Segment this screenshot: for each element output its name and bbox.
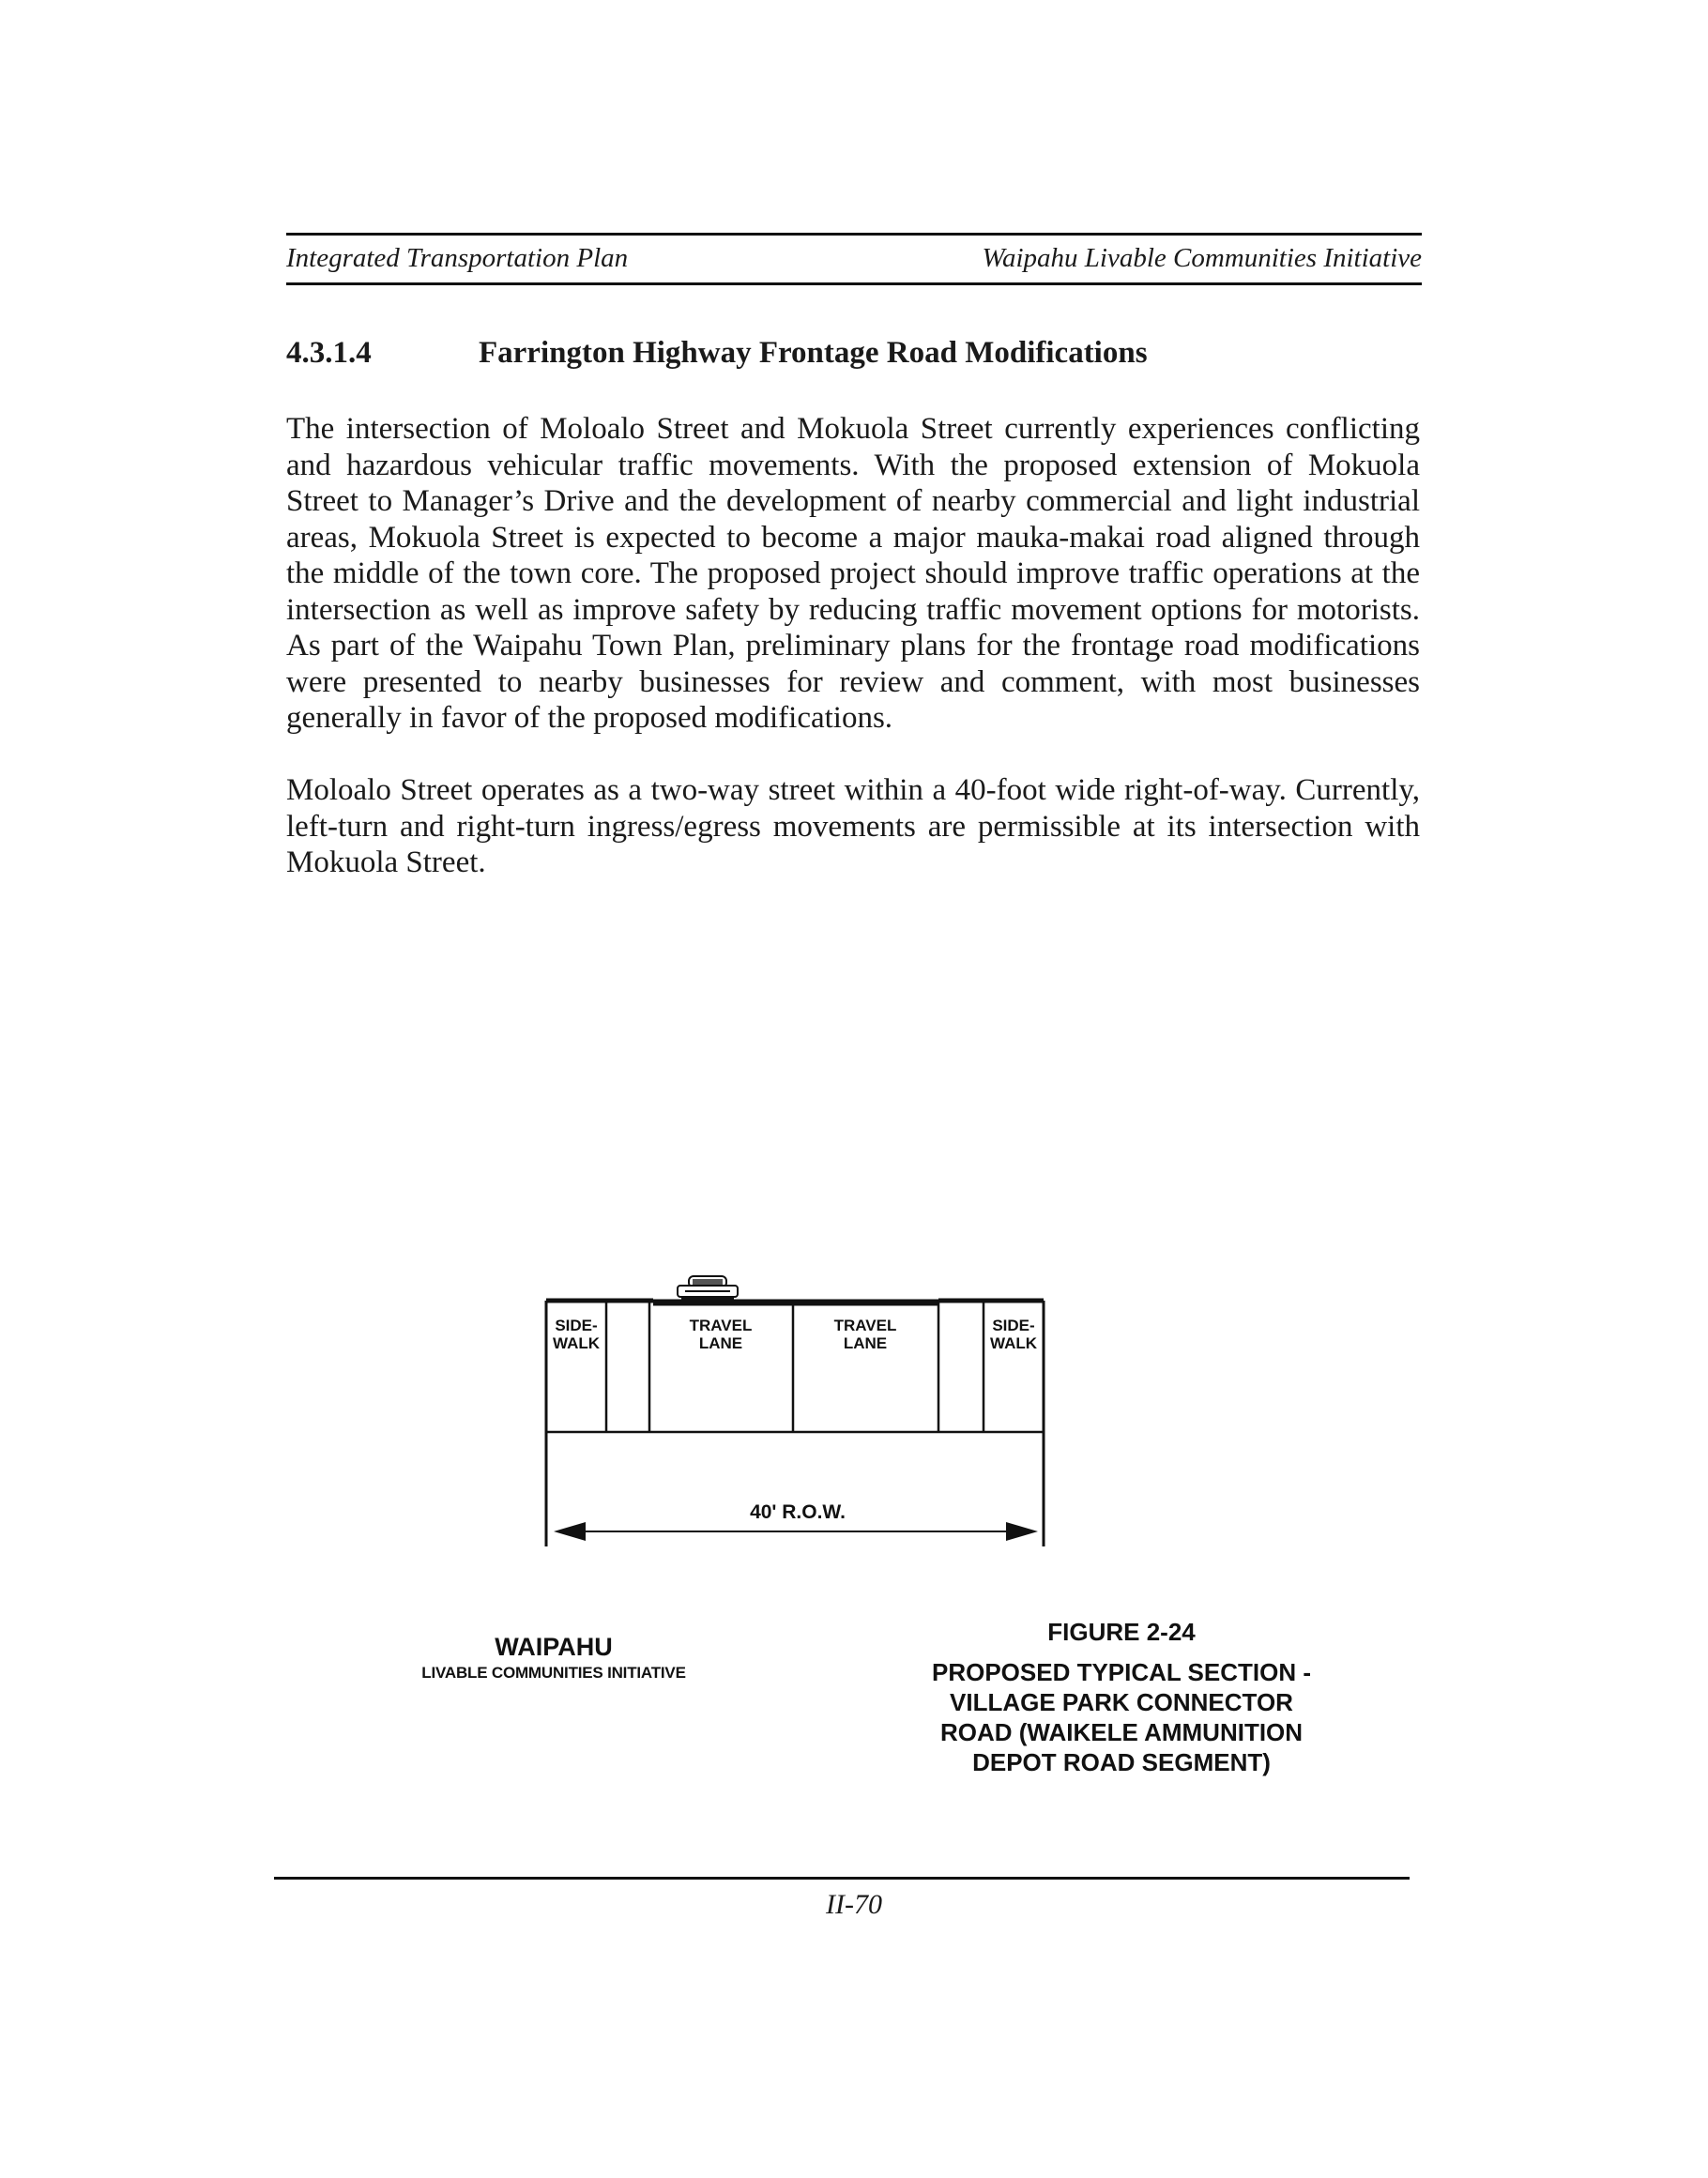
sidewalk-left-label-2: WALK bbox=[552, 1334, 601, 1352]
brand-subtitle: LIVABLE COMMUNITIES INITIATIVE bbox=[421, 1664, 686, 1682]
travel-lane-left-label-2: LANE bbox=[698, 1334, 743, 1352]
running-header-right: Waipahu Livable Communities Initiative bbox=[982, 243, 1422, 273]
waipahu-brand-block bbox=[385, 1631, 723, 1683]
sidewalk-left-label-1: SIDE- bbox=[555, 1317, 598, 1334]
header-bottom-rule bbox=[286, 282, 1422, 285]
brand-name: WAIPAHU bbox=[495, 1633, 613, 1661]
running-header-left: Integrated Transportation Plan bbox=[286, 243, 629, 273]
sidewalk-right-label-1: SIDE- bbox=[992, 1317, 1035, 1334]
page-number: II-70 bbox=[826, 1889, 882, 1920]
figure-title-line-3: ROAD (WAIKELE AMMUNITION bbox=[939, 1718, 1304, 1746]
typical-section-figure bbox=[526, 1257, 1051, 1558]
figure-number: FIGURE 2-24 bbox=[1047, 1618, 1196, 1646]
right-arrow-icon bbox=[1006, 1522, 1038, 1541]
sidewalk-right-label-2: WALK bbox=[989, 1334, 1038, 1352]
body-paragraph-1: The intersection of Moloalo Street and Mokuola Street currently experiences conflicting and hazardous vehicular traffic movements. With the proposed extension of Mokuola Street to Manager’s Drive and the development of nearby commercial and light industrial areas, Mokuola Street is expected to become a major mauka-makai road aligned through the middle of the town core. The proposed project should improve traffic operations at the intersection as well as improve safety by reducing traffic movement options for motorists. As part of the Waipahu Town Plan, preliminary plans for the frontage road modifications were presented to nearby businesses for review and comment, with most businesses generally in favor of the proposed modifications. bbox=[286, 412, 1420, 735]
left-arrow-icon bbox=[554, 1522, 586, 1541]
section-number: 4.3.1.4 bbox=[286, 336, 372, 370]
row-width-label: 40' R.O.W. bbox=[750, 1501, 846, 1523]
figure-title-line-1: PROPOSED TYPICAL SECTION - bbox=[931, 1658, 1311, 1686]
travel-lane-left-label-1: TRAVEL bbox=[689, 1317, 753, 1334]
figure-caption bbox=[901, 1616, 1342, 1777]
travel-lane-right-label-2: LANE bbox=[843, 1334, 888, 1352]
header-top-rule bbox=[286, 233, 1422, 236]
travel-lane-right-label-1: TRAVEL bbox=[833, 1317, 897, 1334]
section-title: Farrington Highway Frontage Road Modifications bbox=[479, 336, 1148, 370]
cross-section-diagram bbox=[526, 1257, 1051, 1558]
footer-rule bbox=[274, 1877, 1410, 1880]
body-paragraph-2: Moloalo Street operates as a two-way street within a 40-foot wide right-of-way. Currently, left-turn and right-turn ingress/egress movements are permissible at its intersection with Mokuola Street. bbox=[286, 773, 1420, 879]
car-icon bbox=[678, 1276, 738, 1300]
figure-title-line-2: VILLAGE PARK CONNECTOR bbox=[950, 1688, 1293, 1716]
figure-title-line-4: DEPOT ROAD SEGMENT) bbox=[972, 1748, 1271, 1776]
